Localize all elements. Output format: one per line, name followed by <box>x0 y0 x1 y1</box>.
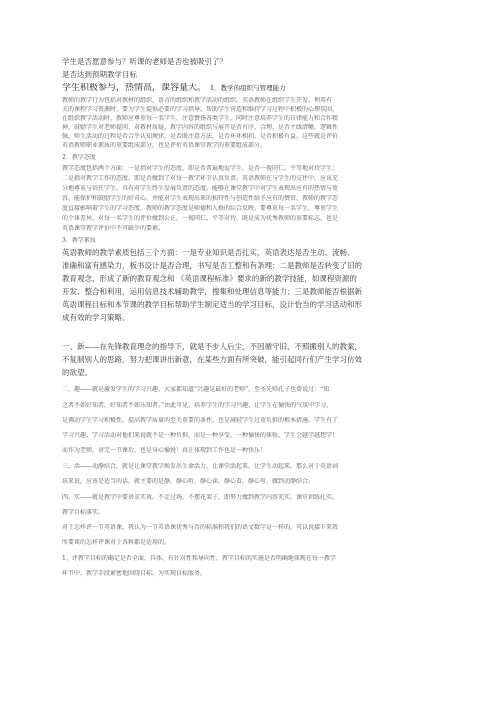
text-line-content: 不复制别人的思路，努力把课讲出新意，在某些方面有所突破，能引起同行们产生学习仿效 <box>62 355 362 364</box>
text-line <box>62 524 434 532</box>
text-line <box>62 237 434 245</box>
text-line-content: 的个体差异，对每一名学生的评价做到公正，一视同仁，平等对待，既是成为优秀教师的重要标志，也是 <box>62 215 339 222</box>
text-line <box>62 368 434 378</box>
text-line <box>62 185 434 193</box>
text-line-content: 对于怎样评一节英语课，我认为一节英语课优秀与否的标准和我们的语文数学是一样的，可以说接下来我 <box>62 524 339 531</box>
text-line-content: 所要谈的怎样评课对于各科都是适用的。 <box>62 539 171 546</box>
text-line-content: 而作为老师，讲完一节课后，也是身心愉悦！真正体现到工作也是一种快乐！ <box>62 447 267 454</box>
text-line-content: 二是指对教学工作的态度，即是否做到了对每一教学环节认真负责。英语教师在与学生的交往中，应该充 <box>62 175 339 182</box>
text-line <box>62 142 434 150</box>
text-line <box>62 248 434 258</box>
text-line <box>62 342 434 352</box>
text-line <box>62 175 434 183</box>
text-line-content: 二、趣——就是激发学生的学习兴趣。大家都知道“兴趣是最好的老师”，至圣先师孔子也曾说过：“知 <box>62 386 330 393</box>
text-line-content: 开发、整合和利用，运用信息技术辅助教学，搜集和处理信息等能力；三是教师能否根据新 <box>62 287 362 296</box>
text-line <box>62 287 434 297</box>
text-line-content: 是否达到预期教学目标 <box>62 70 137 79</box>
text-line-content: 环节中，教学手段紧密地围绕目标，为实现目标服务。 <box>62 570 207 577</box>
text-line <box>62 355 434 365</box>
text-line <box>62 386 434 394</box>
text-line-content: 英语教师的教学素质包括三个方面：一是专业知识是否扎实，英语表达是否生动、流畅、 <box>62 248 355 257</box>
text-line <box>62 509 434 517</box>
text-line-content: 2．教学态度 <box>62 154 96 161</box>
text-line-content: 英语课程目标和本节课的教学目标帮助学生制定适当的学习目标，设计恰当的学习活动和形 <box>62 300 362 309</box>
text-line <box>62 555 434 563</box>
text-line <box>62 300 434 310</box>
text-line-content: 英语课堂教学评价中不可缺少的要素。 <box>62 225 165 232</box>
text-line-content: 教学目标落实。 <box>62 509 105 516</box>
text-line <box>62 478 434 486</box>
text-line-content: 的欲望。 <box>62 368 92 377</box>
text-line <box>62 106 434 114</box>
text-line-content: 1、评教学目标的确定是否全面、具体、有针对性和导向性。教学目标的实施是否明确地体现在每一教学 <box>62 555 336 562</box>
text-line <box>62 261 434 271</box>
text-line <box>62 402 434 410</box>
text-line-content: 一、新——在先锋教育理念的指导下，就是不步人后尘，不因循守旧，不照搬别人的教案， <box>62 342 362 351</box>
text-line <box>62 57 434 67</box>
inline-heading: 1．教学的组织与管理能力 <box>210 84 286 92</box>
text-line <box>62 124 434 132</box>
text-line-content: 学生是否愿意参与？听课的老师是否也被吸引了？ <box>62 57 227 66</box>
text-line-content: 关的课程学习资源时，要为学生提供必要的学习指导，帮助学生营造和维持学习过程中积极的心理氛围， <box>62 106 339 113</box>
text-line-content: 3．教学素质 <box>62 237 96 244</box>
text-line <box>62 165 434 173</box>
text-line-content: 英语教师职业素质的重要组成部分，也是评价英语课堂教学的重要组成部分。 <box>62 142 267 149</box>
text-line-content: 强，师生活动的过程是否合乎认知规律，是否既注意方法，是否环环相扣，是否积极有益。这些就是评价 <box>62 133 339 140</box>
text-line-content: 教师的教学行为包括对教材的组织、语言的组织和教学活动的组织。英语教师在组织学生开发、利用有 <box>62 97 333 104</box>
text-line <box>62 570 434 578</box>
text-line <box>62 205 434 213</box>
text-line <box>62 97 434 105</box>
text-line <box>62 133 434 141</box>
text-line-content: 学生积极参与，热情高，课容量大。 <box>62 83 207 93</box>
text-line-content: 四、实——就是教学中要讲求实效。不走过场，不摆花架子，即努力做到教学内容充实，课堂训练扎实， <box>62 494 339 501</box>
text-line-content: 是调动学生学习积极性，提高教学质量的至关重要的条件，也是减轻学生过重负担的根本措施。学生有了 <box>62 417 339 424</box>
text-line-content: 准确和富有感染力，板书设计是否合理，书写是否工整和有条理；二是教师是否转变了旧的 <box>62 261 362 270</box>
text-line-content: 教学态度包括两个方面：一是指对学生的态度，即是否普遍地爱学生，是否一视同仁，平等地对待学生； <box>62 165 339 172</box>
text-line <box>62 447 434 455</box>
text-line <box>62 463 434 471</box>
text-line-content: 三、活——动静结合，就是让课堂教学焕发出生命活力，让课堂活起来，让学生动起来，那么对于英语词 <box>62 463 339 470</box>
text-line <box>62 274 434 284</box>
text-line <box>62 115 434 123</box>
text-line-content: 该来说，应该是适当的话，就主要的是静，静心听，静心读，静心看，静心写，做到动静结合。 <box>62 478 315 485</box>
text-line-content: 成有效的学习策略。 <box>62 313 130 322</box>
text-line-content: 之者不如好知者，好知者不如乐知者。”由此可见，培养学生的学习兴趣，让学生在愉快的气氛中学习， <box>62 402 333 409</box>
text-line <box>62 215 434 223</box>
text-line <box>62 539 434 547</box>
text-line <box>62 494 434 502</box>
text-line <box>62 154 434 162</box>
text-line <box>62 83 434 94</box>
text-line <box>62 70 434 80</box>
text-line-content: 学习兴趣，学习活动对他们来说就不是一种负担，而是一种享受，一种愉快的体验，学生会越学越想学！ <box>62 432 339 439</box>
text-line <box>62 417 434 425</box>
text-line-content: 容，能保护和鼓励学生的好奇心，并能对学生表现出来的独特性与创造性给予应有的赞赏。教师的教学态 <box>62 195 339 202</box>
text-line <box>62 195 434 203</box>
text-line-content: 度直接影响着学生的学习态度，教师的教学态度是师德和人格的综合反映。要尊重每一名学生，尊重学生 <box>62 205 339 212</box>
text-line-content: 分地尊重与信任学生，具有对学生终生发展负责的态度，能够在课堂教学中对学生表现出应有的热情与宽 <box>62 185 339 192</box>
text-line <box>62 225 434 233</box>
text-line-content: 在组织教学活动时，教师应尊重每一名学生，注意赞扬各类学生，同时注意培养学生的自律能力和合作精 <box>62 115 339 122</box>
text-line-content: 教育观念，形成了新的教育观念和 《英语课程标准》要求的新的教学技能，如课程资源的 <box>62 274 357 283</box>
text-line-content: 神，鼓励学生对老师提问、对教材质疑。教学内容的组织与展开是否有序、合理，是否主线清晰，逻辑性 <box>62 124 339 131</box>
text-line <box>62 313 434 323</box>
text-line <box>62 432 434 440</box>
